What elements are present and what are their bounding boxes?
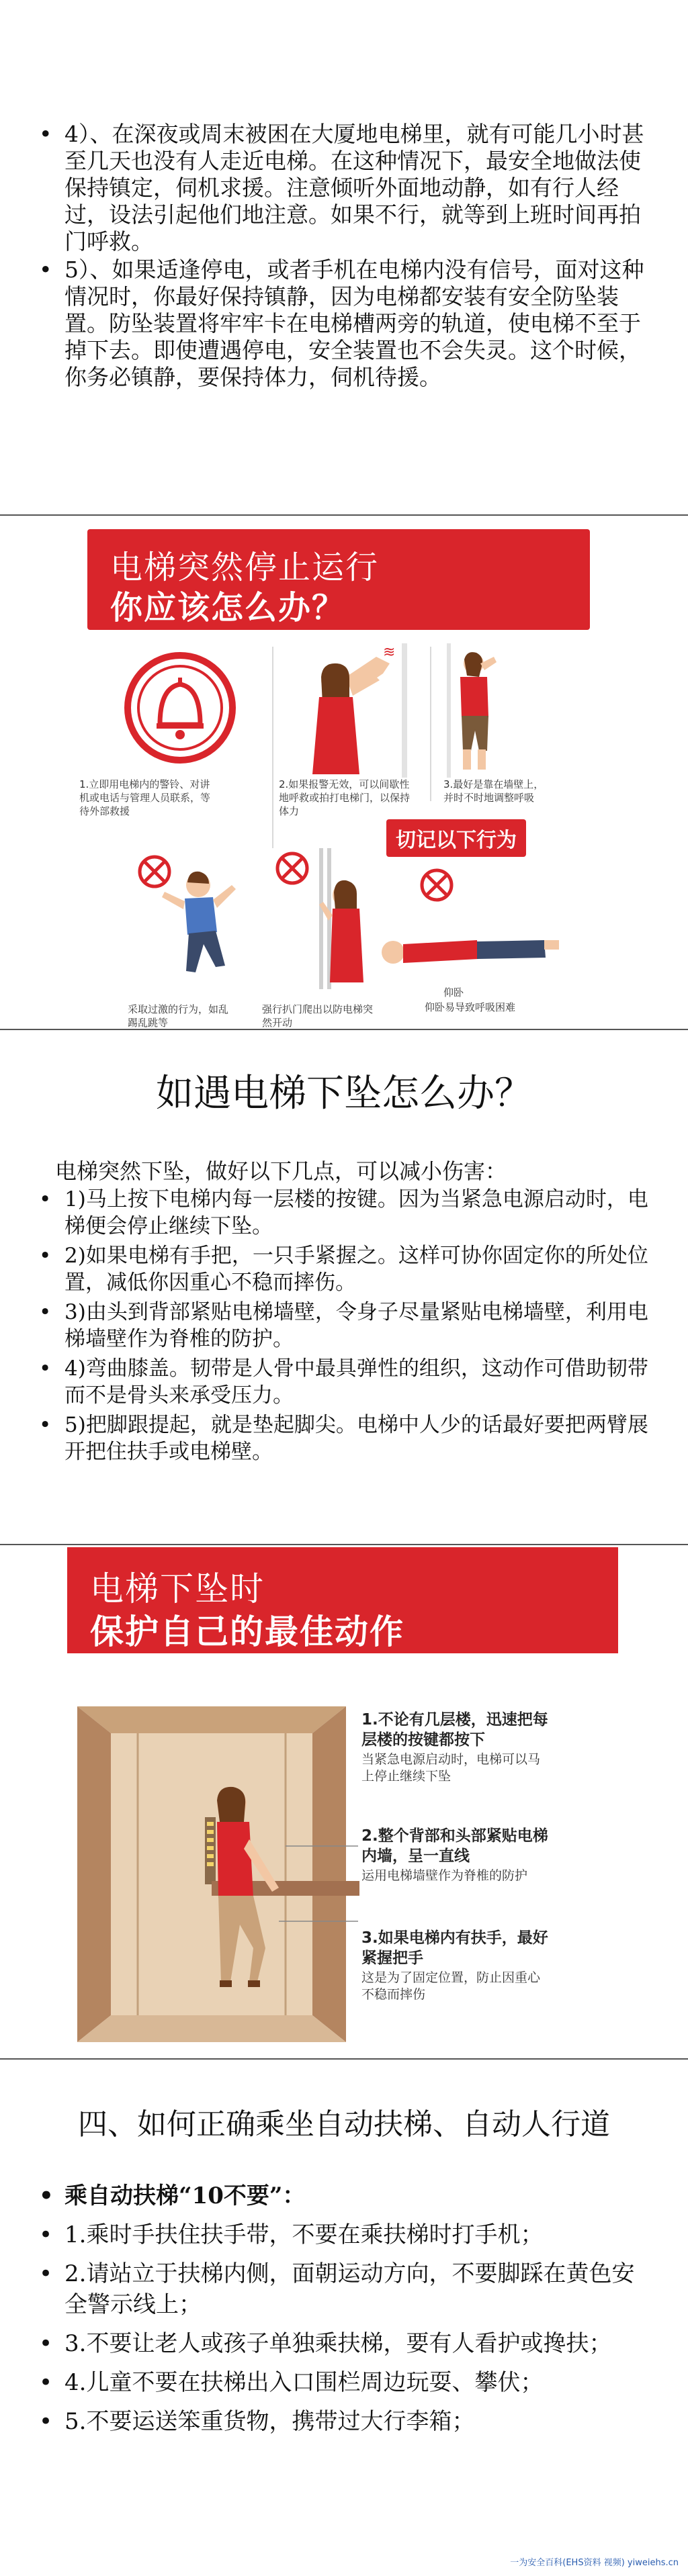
tips-list <box>39 121 657 392</box>
list-item: • 2.请站立于扶梯内侧，面朝运动方向，不要脚踩在黄色安全警示线上； <box>39 2258 657 2320</box>
slide-falling-best-posture <box>0 1545 688 2060</box>
list-item: • 4)弯曲膝盖。韧带是人骨中最具弹性的组织，这动作可借助韧带而不是骨头来承受压力。 <box>39 1355 657 1409</box>
svg-text:≋: ≋ <box>383 644 396 661</box>
list-item: • 2)如果电梯有手把，一只手紧握之。这样可协你固定你的所处位置，减低你因重心不稳而摔伤。 <box>39 1242 657 1296</box>
lying-down-figure <box>376 865 571 993</box>
section-title: 四、如何正确乘坐自动扶梯、自动人行道 <box>78 2107 610 2142</box>
caption-dont-force-door: 强行扒门爬出以防电梯突然开动 <box>262 1003 374 1029</box>
list-item: • 乘自动扶梯“10不要”： <box>39 2180 657 2211</box>
banner-title-line2: 你应该怎么办？ <box>110 589 346 627</box>
page-title: 如遇电梯下坠怎么办？ <box>156 1072 532 1115</box>
elevator-interior-illustration <box>64 1666 359 2049</box>
step1-subtitle: 当紧急电源启动时，电梯可以马上停止继续下坠 <box>361 1752 541 1784</box>
caption-dont-jump: 采取过激的行为，如乱踢乱跳等 <box>128 1003 229 1029</box>
infographic-banner <box>87 529 590 630</box>
jumping-figure <box>131 852 252 986</box>
footer-watermark[interactable]: 一为安全百科(EHS资料 视频) yiweiehs.cn <box>510 2558 679 2568</box>
list-item: • 3)由头到背部紧贴电梯墙壁，令身子尽量紧贴电梯墙壁，利用电梯墙壁作为脊椎的防护。 <box>39 1299 657 1352</box>
intro-text: 电梯突然下坠，做好以下几点，可以减小伤害： <box>55 1158 507 1184</box>
banner-title-line2: 保护自己的最佳动作 <box>90 1612 404 1651</box>
list-item: • 1)马上按下电梯内每一层楼的按键。因为当紧急电源启动时，电梯便会停止继续下坠。 <box>39 1186 657 1240</box>
slide-escalator-rules <box>0 2060 688 2576</box>
list-item: • 5)把脚跟提起，就是垫起脚尖。电梯中人少的话最好要把两臂展开把住扶手或电梯壁。 <box>39 1412 657 1465</box>
slide-trapped-tips <box>0 0 688 516</box>
list-item: • 5.不要运送笨重货物，携带过大行李箱； <box>39 2406 657 2437</box>
list-item: • 4.儿童不要在扶梯出入口围栏周边玩耍、攀伏； <box>39 2367 657 2398</box>
divider <box>430 647 431 801</box>
slide-elevator-stop-infographic <box>0 516 688 1030</box>
step2-subtitle: 运用电梯墙壁作为脊椎的防护 <box>361 1868 528 1883</box>
list-item: • 3.不要让老人或孩子单独乘扶梯，要有人看护或搀扶； <box>39 2328 657 2359</box>
divider <box>272 647 273 848</box>
warning-tag: 切记以下行为 <box>386 819 526 857</box>
banner-title-line1: 电梯下坠时 <box>90 1569 265 1608</box>
list-item: • 4）、在深夜或周末被困在大厦地电梯里，就有可能几小时甚至几天也没有人走近电梯。在这种情况下，最安全地做法使保持镇定，伺机求援。注意倾听外面地动静，如有行人经过，设法引起他们地注意。如果不行，就等到上班时间再拍门呼救。 <box>39 121 657 255</box>
woman-leaning-wall-figure <box>440 643 541 778</box>
caption-step1: 1.立即用电梯内的警铃、对讲机或电话与管理人员联系，等待外部救援 <box>79 778 211 817</box>
forcing-door-figure <box>265 848 380 993</box>
slide-falling-elevator-tips <box>0 1030 688 1545</box>
infographic-banner <box>67 1547 618 1653</box>
step1-title: 1.不论有几层楼，迅速把每层楼的按键都按下 <box>361 1711 548 1749</box>
alarm-bell-icon <box>120 647 241 768</box>
banner-title-line1: 电梯突然停止运行 <box>110 549 380 586</box>
woman-knocking-figure <box>282 643 423 778</box>
step3-title: 3.如果电梯内有扶手，最好紧握把手 <box>361 1929 548 1967</box>
tips-list <box>39 1186 657 1468</box>
caption-lying: 仰卧 <box>443 986 464 999</box>
rules-list <box>39 2180 657 2445</box>
step2-title: 2.整个背部和头部紧贴电梯内墙，呈一直线 <box>361 1827 548 1865</box>
list-item: • 1.乘时手扶住扶手带，不要在乘扶梯时打手机； <box>39 2219 657 2250</box>
step3-subtitle: 这是为了固定位置，防止因重心不稳而摔伤 <box>361 1970 541 2002</box>
caption-lying-warning: 仰卧易导致呼吸困难 <box>425 1001 516 1013</box>
caption-step3: 3.最好是靠在墙壁上，并时不时地调整呼吸 <box>443 778 544 804</box>
list-item: • 5）、如果适逢停电，或者手机在电梯内没有信号，面对这种情况时，你最好保持镇静，因为电梯都安装有安全防坠装置。防坠装置将牢牢卡在电梯槽两旁的轨道，使电梯不至于掉下去。即使遭遇停电，安全装置也不会失灵。这个时候，你务必镇静，要保持体力，伺机待援。 <box>39 257 657 391</box>
caption-step2: 2.如果报警无效，可以间歇性地呼救或拍打电梯门，以保持体力 <box>279 778 411 817</box>
